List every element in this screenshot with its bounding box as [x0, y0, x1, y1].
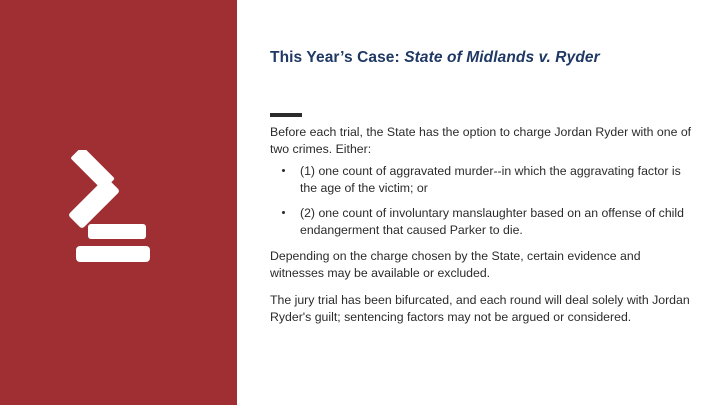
evidence-paragraph: Depending on the charge chosen by the State, certain evidence and witnesses may be available or excluded.: [270, 248, 641, 281]
title-divider: [270, 113, 302, 117]
charge-options-list: [270, 163, 692, 240]
gavel-icon: [58, 150, 178, 270]
title-case-name: State of Midlands v. Ryder: [404, 49, 600, 66]
list-item: [270, 163, 692, 198]
page-title: [270, 48, 700, 67]
list-item-label: (2) one count of involuntary manslaughter based on an offense of child endangerment that caused Parker to die.: [300, 205, 684, 238]
bullet-dot-icon: [282, 169, 285, 172]
title-prefix: This Year’s Case:: [270, 49, 405, 66]
list-item-label: (1) one count of aggravated murder--in which the aggravating factor is the age of the victim; or: [300, 163, 681, 196]
left-accent-panel: [0, 0, 237, 405]
bullet-dot-icon: [282, 211, 285, 214]
intro-paragraph: Before each trial, the State has the option to charge Jordan Ryder with one of two crimes. Either:: [270, 125, 692, 157]
body-text-block: [270, 124, 692, 333]
bifurcation-paragraph: The jury trial has been bifurcated, and each round will deal solely with Jordan Ryder's guilt; sentencing factors may not be argued or considered.: [270, 292, 690, 325]
slide-content: [270, 0, 700, 405]
list-item: [270, 205, 692, 240]
